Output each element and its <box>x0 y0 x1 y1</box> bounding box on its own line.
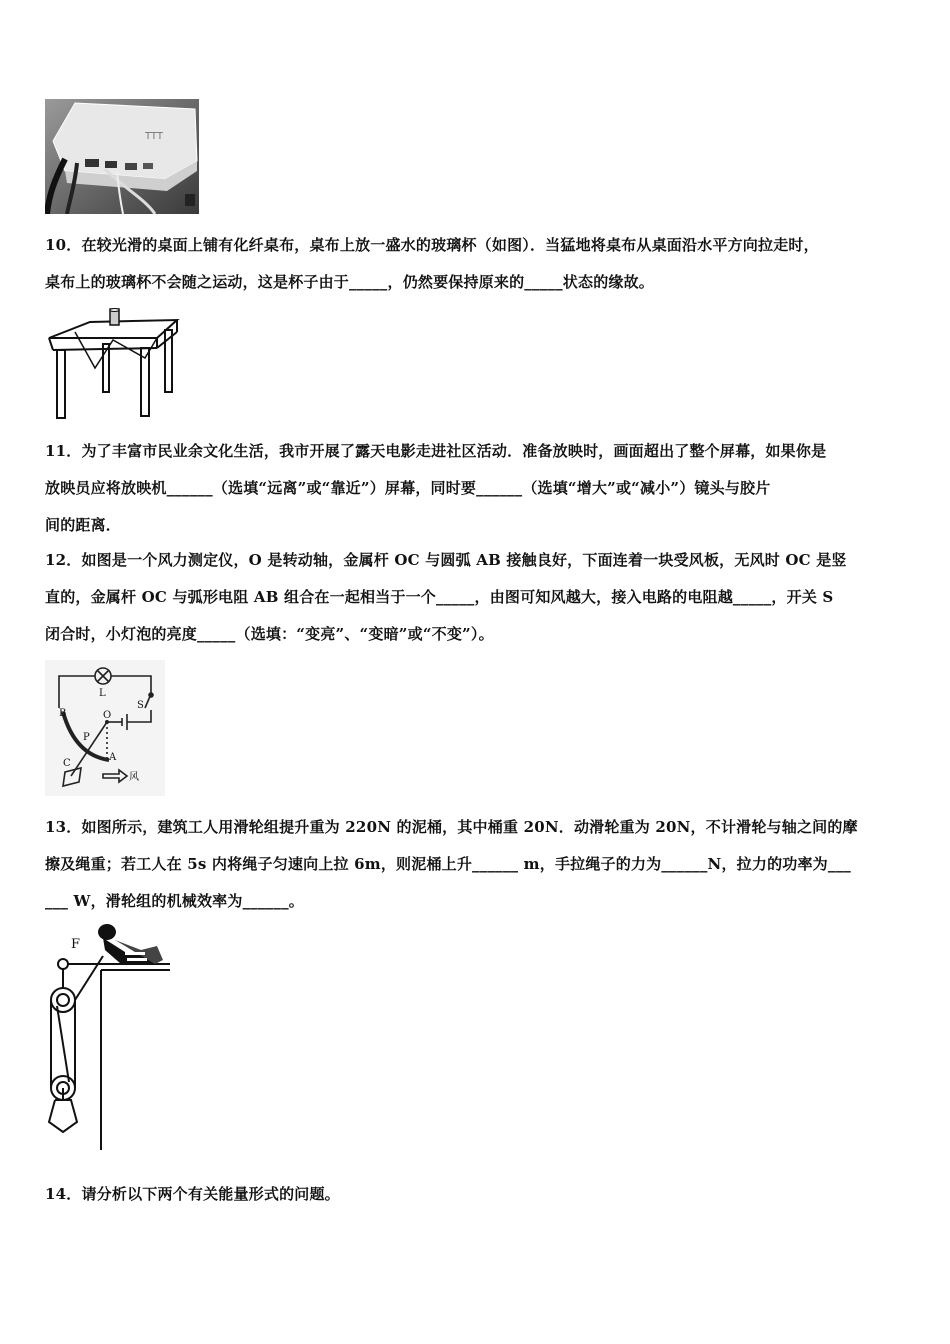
label-O: O <box>103 710 112 721</box>
label-C: C <box>63 758 71 769</box>
power-strip-photo <box>45 99 199 214</box>
question-13 <box>45 809 858 920</box>
question-10-line-2: 桌布上的玻璃杯不会随之运动，这是杯子由于_____，仍然要保持原来的_____状态的缘故。 <box>45 273 655 291</box>
question-12-line-3: 闭合时，小灯泡的亮度_____（选填：“变亮”、“变暗”或“不变”）。 <box>45 625 494 643</box>
label-L: L <box>99 688 106 699</box>
table-tablecloth-figure <box>45 308 180 423</box>
question-11-line-3: 间的距离． <box>45 516 122 534</box>
label-F: F <box>71 937 81 952</box>
question-13-line-3: ___ W，滑轮组的机械效率为______。 <box>45 892 304 910</box>
label-A: A <box>109 752 117 763</box>
pulley-system-figure <box>45 920 175 1152</box>
question-14-line-1: 14．请分析以下两个有关能量形式的问题。 <box>45 1185 340 1203</box>
label-S: S <box>137 700 144 711</box>
question-13-line-2: 擦及绳重；若工人在 5s 内将绳子匀速向上拉 6m，则泥桶上升______ m，手拉绳子的力为______N，拉力的功率为___ <box>45 855 851 873</box>
question-12 <box>45 542 847 653</box>
question-14 <box>45 1176 340 1213</box>
question-10-line-1: 10．在较光滑的桌面上铺有化纤桌布，桌布上放一盛水的玻璃杯（如图）．当猛地将桌布从桌面沿水平方向拉走时， <box>45 236 819 254</box>
question-12-line-2: 直的，金属杆 OC 与弧形电阻 AB 组合在一起相当于一个_____，由图可知风越大，接入电路的电阻越_____，开关 S <box>45 588 834 606</box>
svg-text:TTT: TTT <box>145 131 163 142</box>
question-12-line-1: 12．如图是一个风力测定仪，O 是转动轴，金属杆 OC 与圆弧 AB 接触良好，下面连着一块受风板，无风时 OC 是竖 <box>45 551 847 569</box>
label-wind: 风 <box>129 772 139 783</box>
question-10 <box>45 227 819 301</box>
question-11 <box>45 433 826 544</box>
question-11-line-1: 11．为了丰富市民业余文化生活，我市开展了露天电影走进社区活动．准备放映时，画面超出了整个屏幕，如果你是 <box>45 442 827 460</box>
label-B: B <box>59 708 67 719</box>
question-11-line-2: 放映员应将放映机______（选填“远离”或“靠近”）屏幕，同时要______（选填“增大”或“减小”）镜头与胶片 <box>45 479 771 497</box>
wind-meter-circuit-figure <box>45 660 165 796</box>
question-13-line-1: 13．如图所示，建筑工人用滑轮组提升重为 220N 的泥桶，其中桶重 20N．动滑轮重为 20N，不计滑轮与轴之间的摩 <box>45 818 858 836</box>
label-P: P <box>83 732 90 743</box>
